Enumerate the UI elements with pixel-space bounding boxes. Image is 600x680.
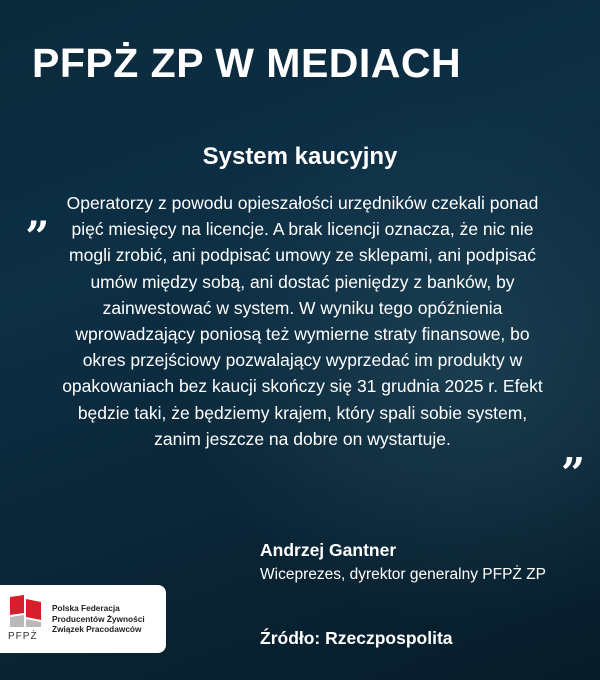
author-role: Wiceprezes, dyrektor generalny PFPŻ ZP <box>260 566 546 583</box>
logo-line-1: Polska Federacja <box>52 603 120 613</box>
logo-line-2: Producentów Żywności <box>52 613 145 624</box>
closing-quote-icon: ” <box>561 449 586 498</box>
page-title: PFPŻ ZP W MEDIACH <box>32 40 462 86</box>
opening-quote-icon: „ <box>26 188 51 237</box>
logo-abbreviation: PFPŻ <box>8 631 38 642</box>
pfpz-flag-logo-icon <box>8 593 44 629</box>
source-credit: Źródło: Rzeczpospolita <box>260 628 453 648</box>
quote-text: Operatorzy z powodu opieszałości urzędników czekali ponad pięć miesięcy na licencje. A brak licencji oznacza, że nic nie mogli zrobić, ani podpisać umowy ze sklepami, ani podpisać umów między sobą, ani dostać pieniędzy z banków, by zainwestować w system. W wyniku tego opóźnienia wprowadzający poniosą też wymierne straty finansowe, bo okres przejściowy pozwalający wyprzedać im produkty w opakowaniach bez kaucji skończy się 31 grudnia 2025 r. Efekt będzie taki, że będziemy krajem, który spali sobie system, zanim jeszcze na dobre on wystartuje. <box>62 193 543 449</box>
author-name: Andrzej Gantner <box>260 540 397 560</box>
logo-line-3: Związek Pracodawców <box>52 624 142 634</box>
organization-logo <box>0 585 166 653</box>
article-heading: System kaucyjny <box>202 143 398 170</box>
logo-organization-name <box>52 603 164 635</box>
